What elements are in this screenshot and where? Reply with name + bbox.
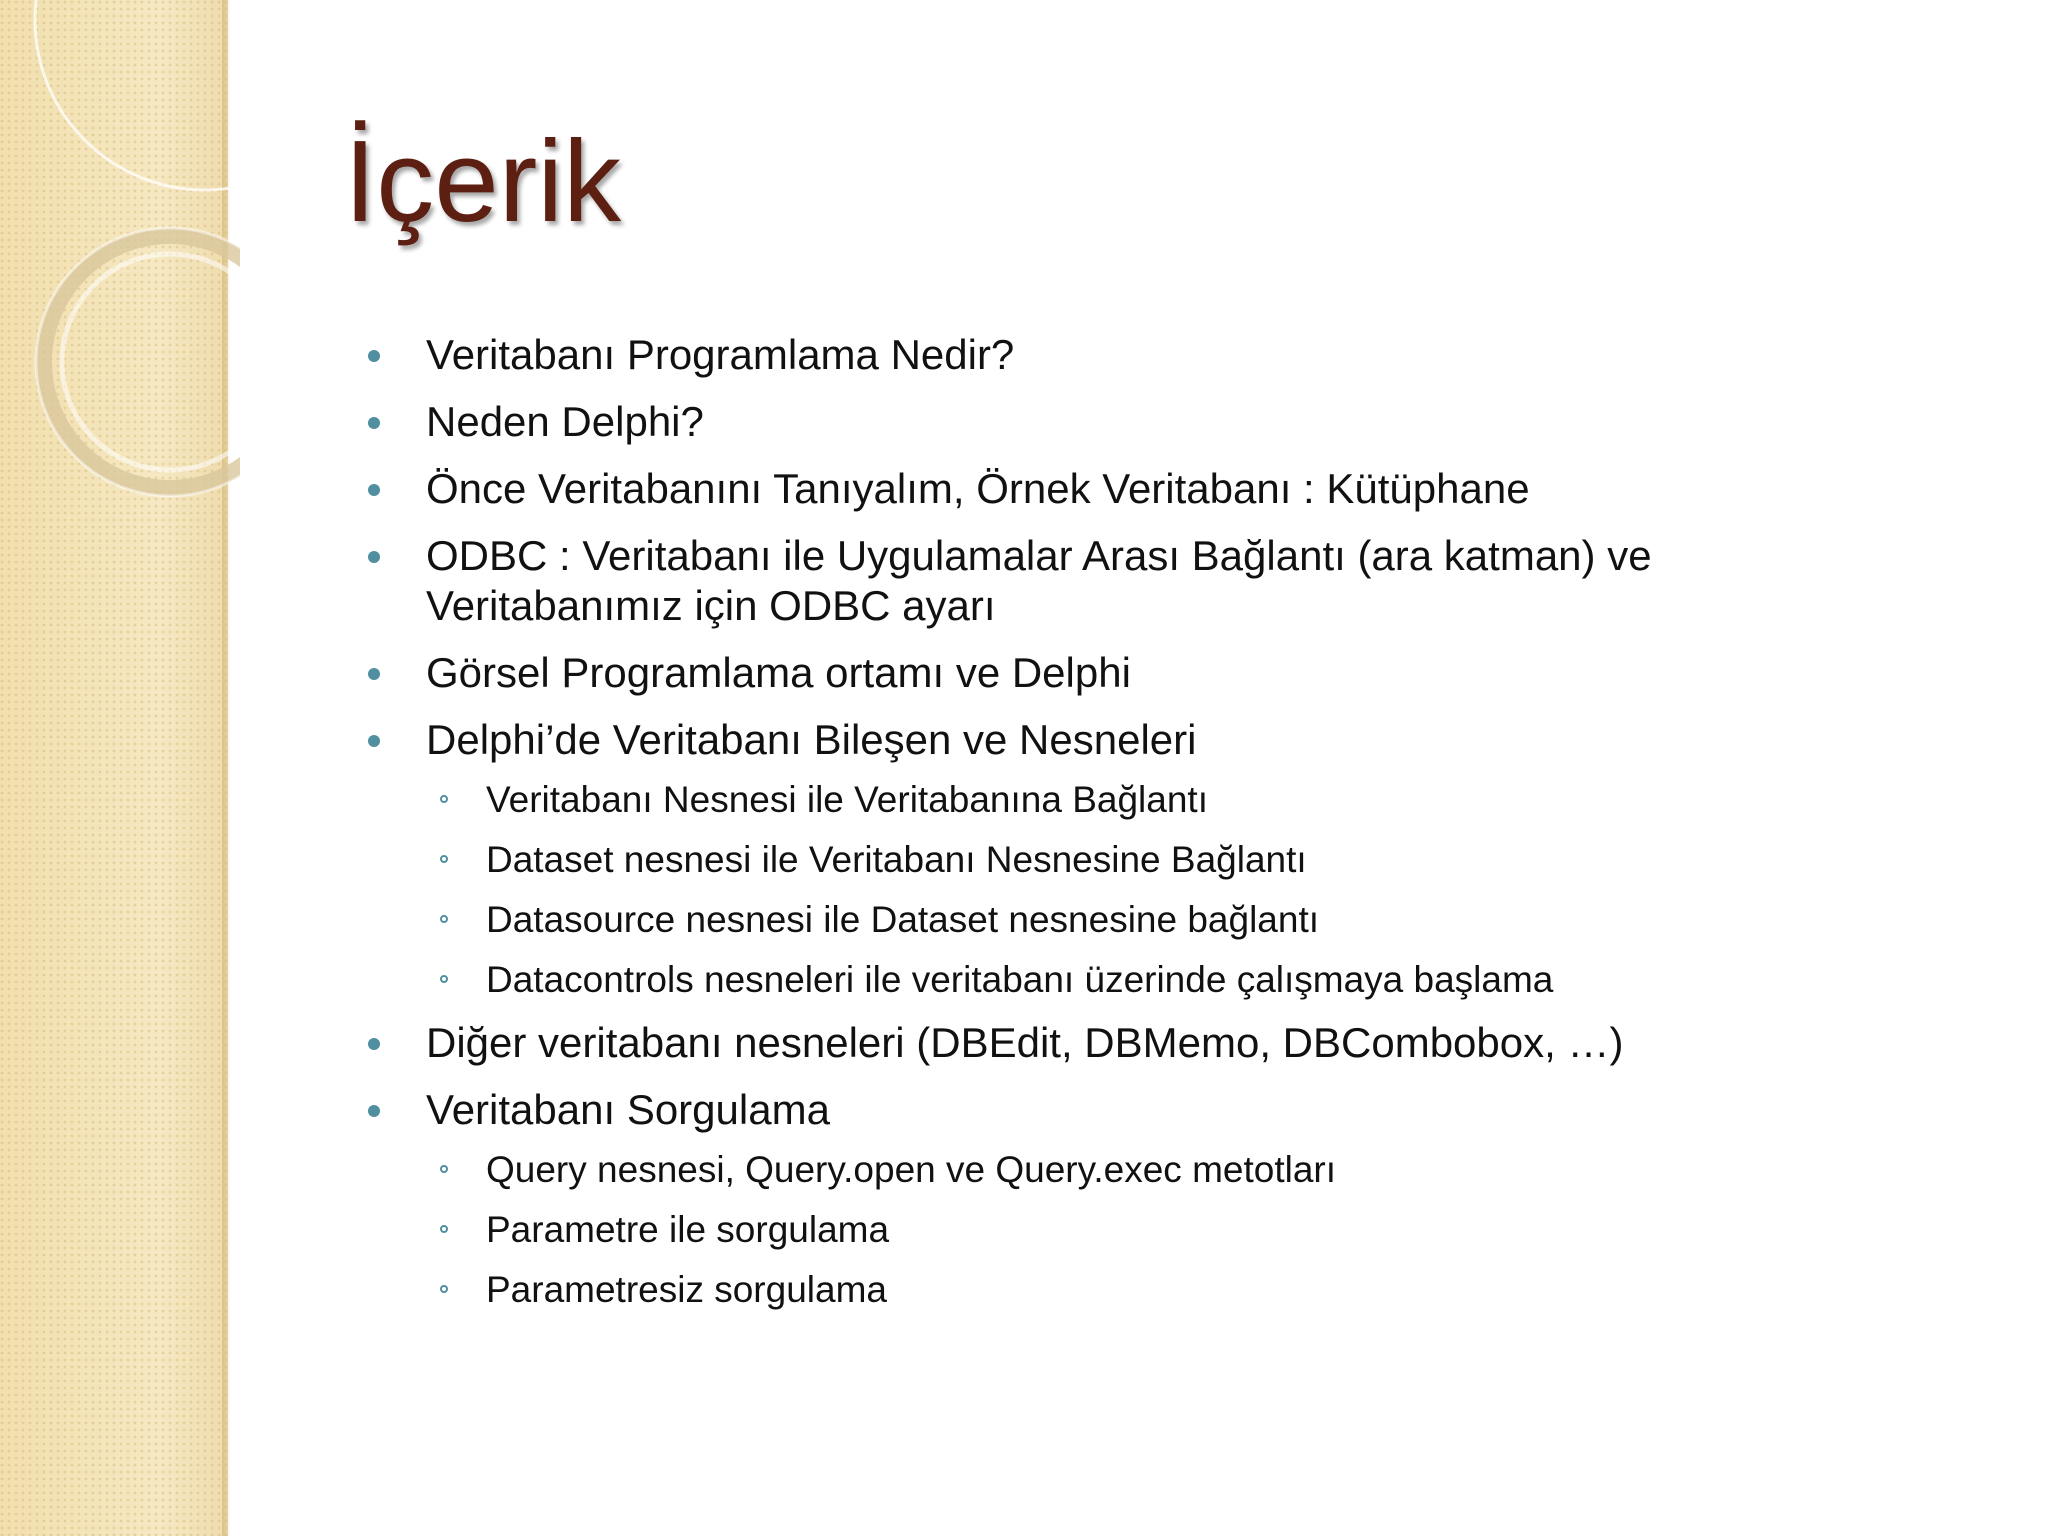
bullet-dot-icon: [368, 350, 380, 362]
decorative-circles: [0, 0, 240, 520]
bullet-item: [360, 715, 1840, 765]
bullet-item: [360, 397, 1840, 447]
bullet-dot-icon: [368, 668, 380, 680]
sub-bullet-ring-icon: [440, 855, 448, 863]
bullet-dot-icon: [368, 484, 380, 496]
sub-bullet-item: [360, 1208, 1840, 1252]
bullet-item: [360, 464, 1840, 514]
sub-bullet-ring-icon: [440, 915, 448, 923]
sub-bullet-item: [360, 1268, 1840, 1312]
sub-bullet-item: [360, 898, 1840, 942]
sub-bullet-ring-icon: [440, 1225, 448, 1233]
bullet-item: [360, 531, 1840, 631]
bullet-dot-icon: [368, 735, 380, 747]
sub-bullet-item: [360, 958, 1840, 1002]
sub-bullet-item: [360, 1148, 1840, 1192]
bullet-text: Görsel Programlama ortamı ve Delphi: [426, 649, 1131, 696]
bullet-text: ODBC : Veritabanı ile Uygulamalar Arası Bağlantı (ara katman) ve Veritabanımız için ODBC ayarı: [426, 532, 1652, 629]
sub-bullet-text: Dataset nesnesi ile Veritabanı Nesnesine Bağlantı: [486, 839, 1307, 880]
sub-bullet-text: Parametre ile sorgulama: [486, 1209, 890, 1250]
sub-bullet-text: Parametresiz sorgulama: [486, 1269, 887, 1310]
bullet-text: Diğer veritabanı nesneleri (DBEdit, DBMemo, DBCombobox, …): [426, 1019, 1624, 1066]
bullet-item: [360, 1085, 1840, 1135]
sub-bullet-item: [360, 838, 1840, 882]
sub-bullet-text: Datasource nesnesi ile Dataset nesnesine bağlantı: [486, 899, 1320, 940]
slide-title: İçerik: [344, 116, 622, 246]
bullet-text: Delphi’de Veritabanı Bileşen ve Nesneleri: [426, 716, 1197, 763]
bullet-text: Önce Veritabanını Tanıyalım, Örnek Veritabanı : Kütüphane: [426, 465, 1530, 512]
deco-circle-large: [35, 0, 240, 190]
bullet-dot-icon: [368, 417, 380, 429]
bullet-item: [360, 648, 1840, 698]
sub-bullet-text: Query nesnesi, Query.open ve Query.exec metotları: [486, 1149, 1337, 1190]
sub-bullet-ring-icon: [440, 975, 448, 983]
sub-bullet-ring-icon: [440, 795, 448, 803]
sub-bullet-text: Veritabanı Nesnesi ile Veritabanına Bağlantı: [486, 779, 1208, 820]
bullet-item: [360, 1018, 1840, 1068]
bullet-text: Veritabanı Programlama Nedir?: [426, 331, 1015, 378]
bullet-dot-icon: [368, 1038, 380, 1050]
deco-ring-inner: [62, 254, 240, 470]
sub-bullet-item: [360, 778, 1840, 822]
sub-bullet-ring-icon: [440, 1285, 448, 1293]
bullet-text: Veritabanı Sorgulama: [426, 1086, 830, 1133]
bullet-dot-icon: [368, 1105, 380, 1117]
deco-ring-outer: [44, 236, 240, 488]
bullet-list: [360, 330, 1840, 1328]
bullet-text: Neden Delphi?: [426, 398, 704, 445]
sub-bullet-text: Datacontrols nesneleri ile veritabanı üzerinde çalışmaya başlama: [486, 959, 1554, 1000]
deco-ring-highlight: [36, 228, 240, 496]
bullet-item: [360, 330, 1840, 380]
bullet-dot-icon: [368, 551, 380, 563]
sub-bullet-ring-icon: [440, 1165, 448, 1173]
